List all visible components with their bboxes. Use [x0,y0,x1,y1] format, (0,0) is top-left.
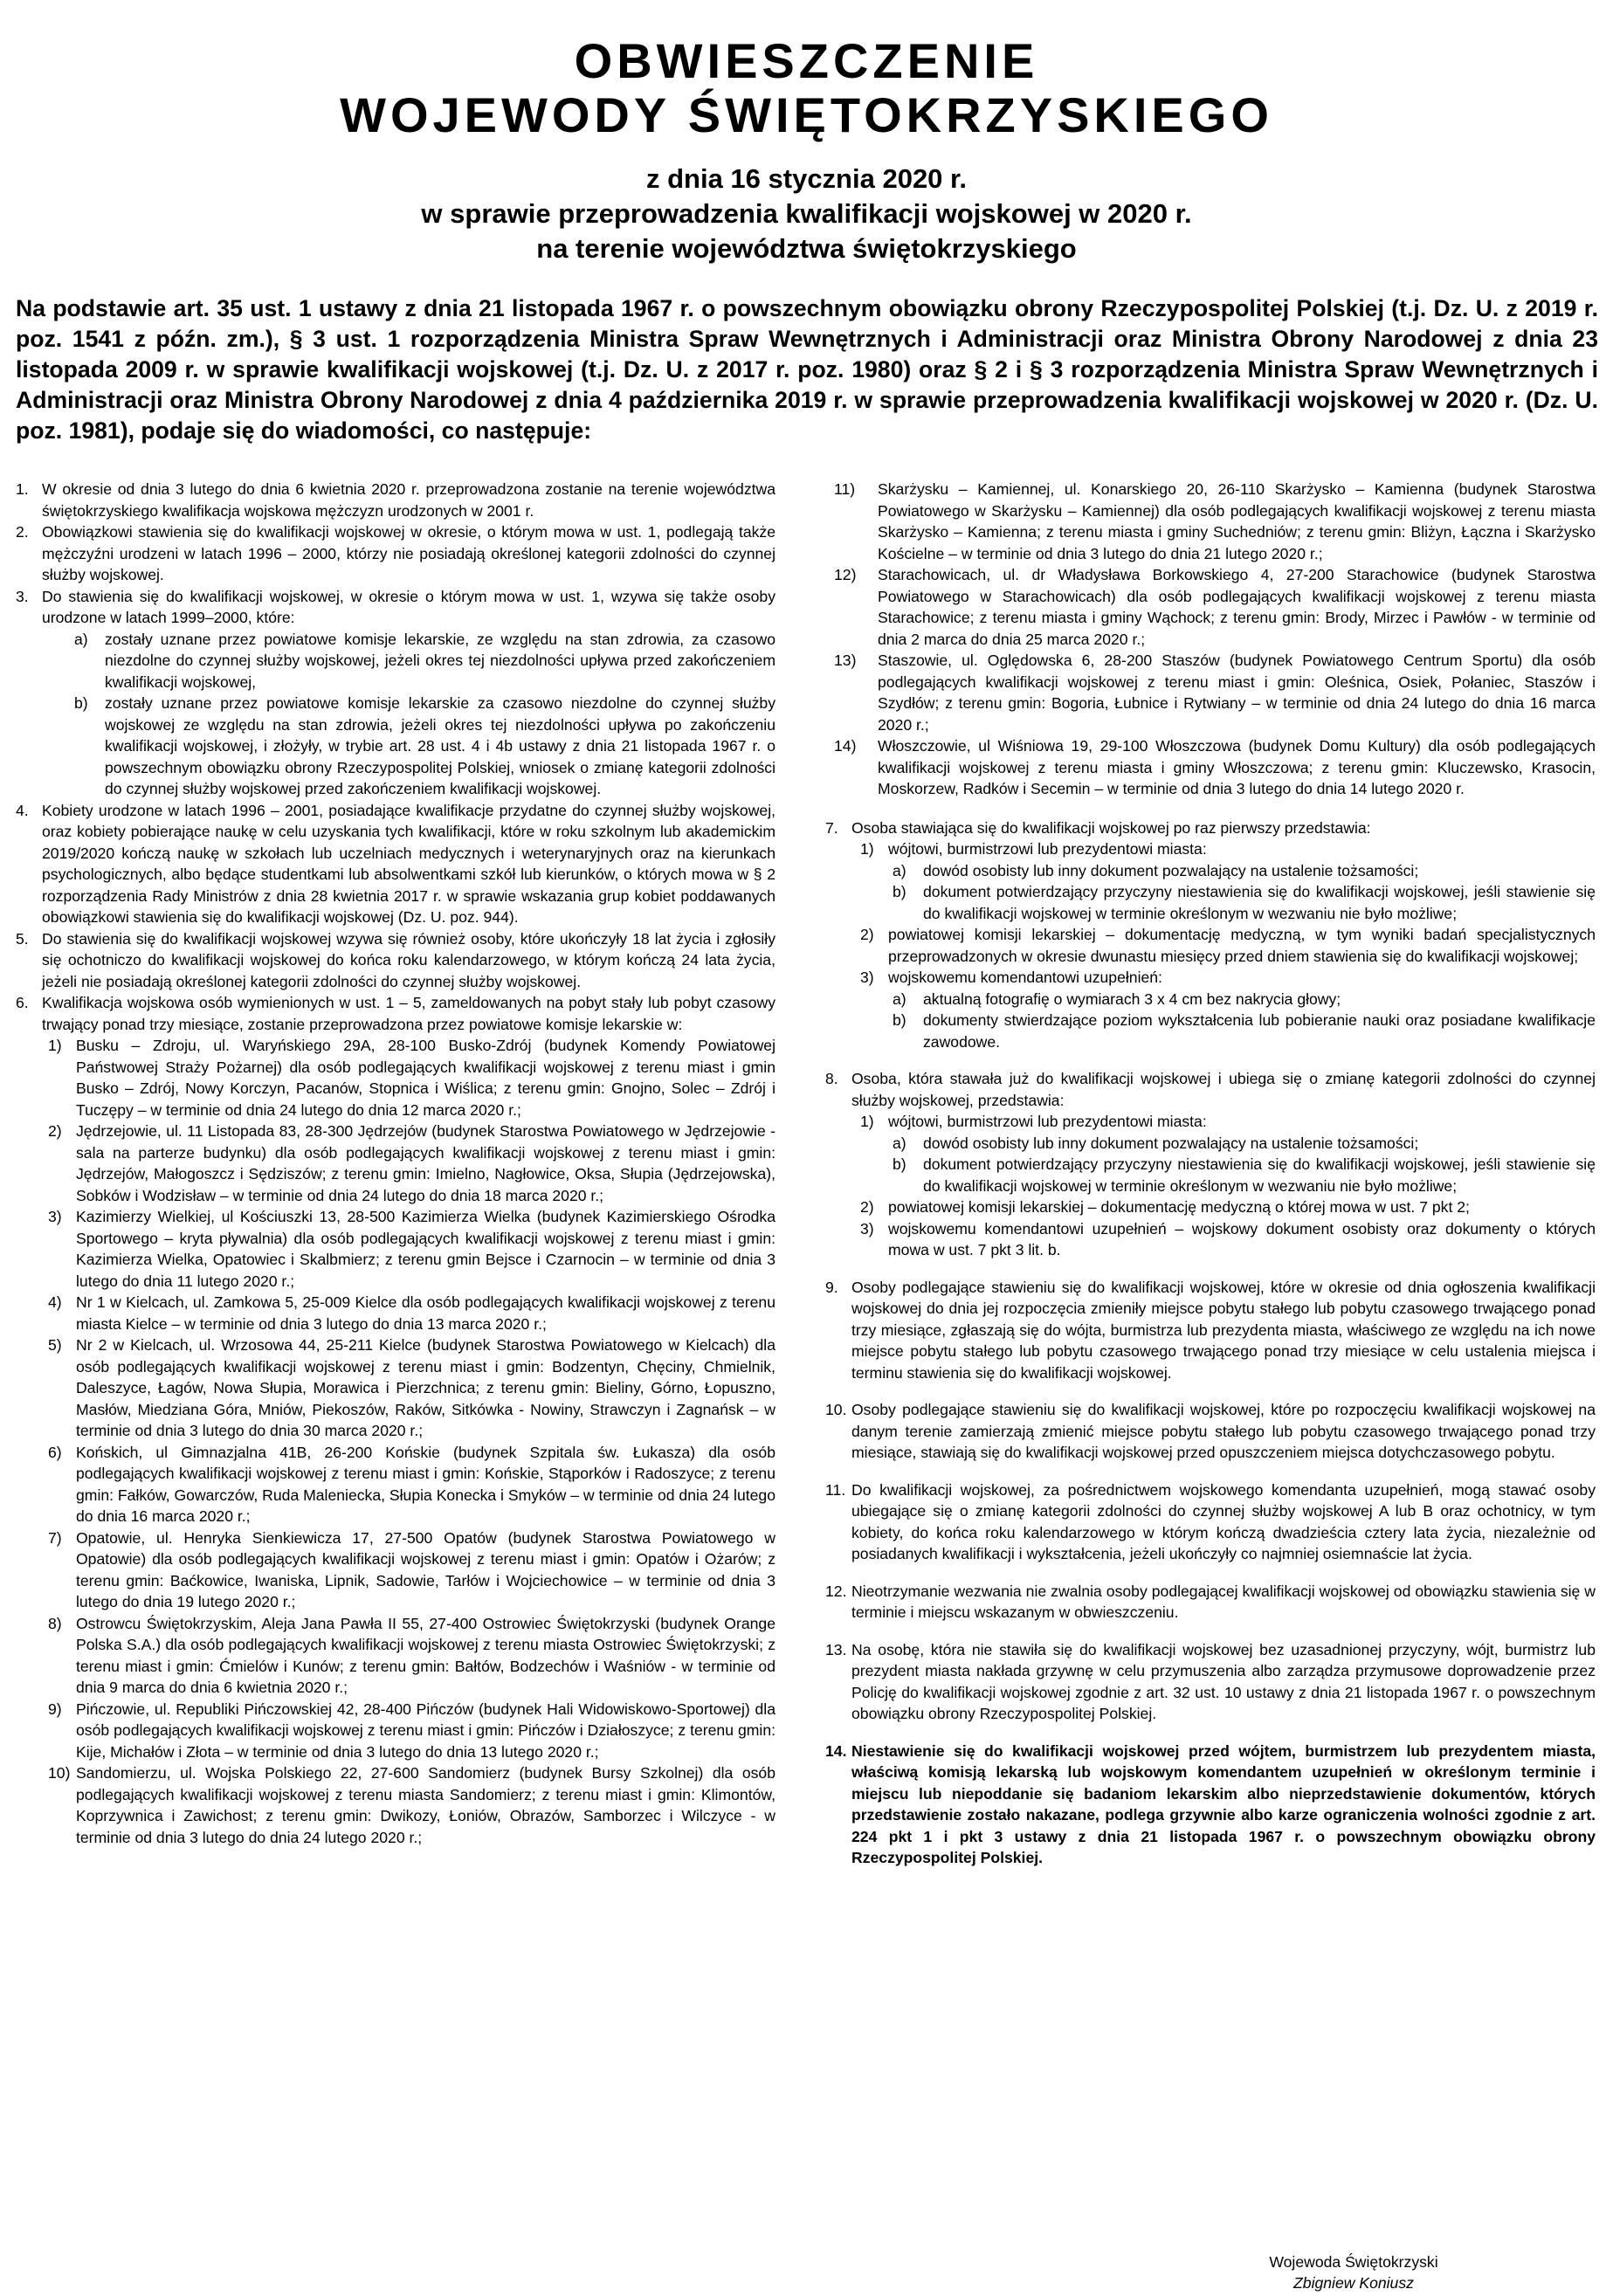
point-text: Końskich, ul Gimnazjalna 41B, 26-200 Końskie (budynek Szpitala św. Łukasza) dla osób podlegających kwalifikacji wojskowej z terenu miast i gmin: Końskie, Stąporków i Radoszyce; z terenu gmin: Fałków, Gowarczów, Ruda Maleniecka, Słupia Konecka i Smyków – w terminie od dnia 24 lutego do dnia 16 marca 2020 r.; [76,1443,775,1525]
signature-title: Wojewoda Świętokrzyski [1269,2253,1438,2271]
paragraph-text: Obowiązkowi stawienia się do kwalifikacji wojskowej w okresie, o którym mowa w ust. 1, podlegają także mężczyźni urodzeni w latach 1996 – 2000, którzy nie posiadają określonej kategorii zdolności do czynnej służby wojskowej. [42,523,775,583]
commission-8 [48,1613,775,1699]
paragraph-number: 14. [825,1741,847,1760]
point-8-1b [888,1154,1596,1196]
paragraph-number: 7. [825,818,838,837]
point-8-2 [860,1196,1596,1218]
paragraph-number: 4. [16,801,29,819]
point-letter: b) [893,1011,906,1029]
paragraph-8 [825,1068,1596,1261]
point-text: Staszowie, ul. Oględowska 6, 28-200 Staszów (budynek Powiatowego Centrum Sportu) dla osób podlegających kwalifikacji wojskowej z terenu miast i gmin: Oleśnica, Osiek, Połaniec, Staszów i Szydłów; z terenu gmin: Bogoria, Łubnice i Rytwiany – w terminie od dnia 24 lutego do dnia 16 marca 2020 r.; [878,652,1596,734]
point-number: 11) [834,480,856,498]
paragraph-1 [16,479,775,521]
point-number: 1) [48,1037,62,1054]
commission-4 [48,1292,775,1334]
title-subject-1: w sprawie przeprowadzenia kwalifikacji wojskowej w 2020 r. [421,198,1192,229]
point-7-3 [860,967,1596,989]
commission-5 [48,1334,775,1442]
point-number: 13) [834,652,857,669]
paragraph-number: 8. [825,1070,838,1087]
paragraph-number: 1. [16,480,29,498]
paragraph-5 [16,928,775,993]
commission-14 [825,735,1596,800]
paragraph-text: Do kwalifikacji wojskowej, za pośrednictwem wojskowego komendanta uzupełnień, mogą stawać osoby ubiegające się o zmianę kategorii zdolności do czynnej służby wojskowej A lub B oraz ochotnicy, w tym kobiety, do końca roku kalendarzowego w którym kończą dwadzieścia cztery lata życia, niezależnie od posiadanych kwalifikacji i wykształcenia, jeżeli ukończyły co najmniej osiemnaście lat życia. [851,1480,1596,1562]
paragraph-10 [825,1399,1596,1464]
point-text: Jędrzejowie, ul. 11 Listopada 83, 28-300 Jędrzejów (budynek Starostwa Powiatowego w Jędrzejowie - sala na parterze budynku) dla osób podlegających kwalifikacji wojskowej z terenu miast i gmin: Jędrzejów, Małogoszcz i Sędziszów; z terenu gmin: Imielno, Nagłowice, Oksa, Słupia (Jędrzejowska), Sobków i Wodzisław – w terminie od dnia 24 lutego do dnia 18 marca 2020 r.; [76,1122,775,1204]
paragraph-text: W okresie od dnia 3 lutego do dnia 6 kwietnia 2020 r. przeprowadzona zostanie na terenie województwa świętokrzyskiego kwalifikacja wojskowa mężczyzn urodzonych w 2001 r. [42,480,775,520]
commission-7 [48,1527,775,1613]
right-column [825,479,1596,1869]
paragraph-text: Kobiety urodzone w latach 1996 – 2001, posiadające kwalifikacje przydatne do czynnej służby wojskowej, oraz kobiety pobierające naukę w celu uzyskania tych kwalifikacji, które w roku szkolnym lub akademickim 2019/2020 kończą naukę w szkołach lub uczelniach medycznych i weterynaryjnych oraz na kierunkach psychologicznych, albo będące studentkami lub absolwentkami szkół lub kierunków, o których mowa w § 2 rozporządzenia Rady Ministrów z dnia 28 kwietnia 2017 r. w sprawie wskazania grup kobiet poddawanych obowiązkowi stawienia się do kwalifikacji wojskowej (Dz. U. poz. 944). [42,801,775,926]
point-number: 3) [48,1208,62,1225]
point-text: wójtowi, burmistrzowi lub prezydentowi miasta: [888,1113,1207,1130]
paragraph-9 [825,1277,1596,1384]
commission-13 [825,650,1596,735]
paragraph-text: Do stawienia się do kwalifikacji wojskowej wzywa się również osoby, które ukończyły 18 lat życia i zgłosiły się ochotniczo do kwalifikacji wojskowej do końca roku kalendarzowego, w którym kończą 24 lata życia, jeżeli nie posiadają określonej kategorii zdolności do czynnej służby wojskowej. [42,929,775,990]
paragraph-text: Niestawienie się do kwalifikacji wojskowej przed wójtem, burmistrzem lub prezydentem miasta, właściwą komisją lekarską lub wojskowym komendantem uzupełnień w określonym terminie i miejscu lub niepoddanie się badaniom lekarskim albo nieprzedstawienie dokumentów, których przedstawienie zostało nakazane, podlega grzywnie albo karze ograniczenia wolności zgodnie z art. 224 pkt 1 i pkt 3 ustawy z dnia 21 listopada 1967 r. o powszechnym obowiązku obrony Rzeczypospolitej Polskiej. [851,1741,1596,1866]
point-text: aktualną fotografię o wymiarach 3 x 4 cm bez nakrycia głowy; [923,989,1341,1008]
point-text: wojskowemu komendantowi uzupełnień – wojskowy dokument osobisty oraz dokumenty o których mowa w ust. 7 pkt 3 lit. b. [888,1219,1596,1258]
commission-1 [48,1035,775,1120]
point-7-1 [860,838,1596,860]
point-number: 12) [834,566,857,583]
paragraph-6 [16,992,775,1848]
point-text: Kazimierzy Wielkiej, ul Kościuszki 13, 28-500 Kazimierza Wielka (budynek Kazimierskiego Ośrodka Sportowego – kryta pływalnia) dla osób podlegających kwalifikacji wojskowej z terenu miast i gmin: Kazimierza Wielka, Opatowiec i Skalbmierz; z terenu gmin Bejsce i Czarnocin – w terminie od dnia 3 lutego do dnia 11 lutego 2020 r.; [76,1208,775,1290]
point-text: Nr 2 w Kielcach, ul. Wrzosowa 44, 25-211 Kielce (budynek Starostwa Powiatowego w Kielcach) dla osób podlegających kwalifikacji wojskowej z terenu miast i gmin: Bodzentyn, Chęciny, Chmielnik, Daleszyce, Łagów, Nowa Słupia, Morawica i Pierzchnica; z terenu gmin: Bieliny, Górno, Łopuszno, Masłów, Miedziana Góra, Mniów, Piekoszów, Raków, Sitkówka - Nowiny, Strawczyn i Zagnańsk – w terminie od dnia 3 lutego do dnia 30 marca 2020 r.; [76,1336,775,1439]
point-7-3a [888,989,1596,1010]
point-text: zostały uznane przez powiatowe komisje lekarskie, ze względu na stan zdrowia, za czasowo niezdolne do czynnej służby wojskowej, jeżeli okres tej niezdolności upływa przed zakończeniem kwalifikacji wojskowej, [105,630,775,691]
point-text: powiatowej komisji lekarskiej – dokumentację medyczną, w tym wyniki badań specjalistycznych przeprowadzonych w okresie dwunastu miesięcy przed dniem stawienia się do kwalifikacji wojskowej; [888,926,1596,965]
paragraph-3 [16,586,775,800]
point-text: Włoszczowie, ul Wiśniowa 19, 29-100 Włoszczowa (budynek Domu Kultury) dla osób podlegających kwalifikacji wojskowej z terenu miasta i gminy Włoszczowa; z terenu gmin: Kluczewsko, Krasocin, Moskorzew, Radków i Secemin – w terminie od dnia 3 lutego do dnia 14 lutego 2020 r. [878,737,1596,797]
point-text: Sandomierzu, ul. Wojska Polskiego 22, 27-600 Sandomierz (budynek Bursy Szkolnej) dla osób podlegających kwalifikacji wojskowej z terenu miasta Sandomierz; z terenu miast i gmin: Klimontów, Koprzywnica i Zawichost; z terenu gmin: Dwikozy, Łoniów, Obrazów, Samborzec i Wilczyce - w terminie od dnia 3 lutego do dnia 24 lutego 2020 r.; [76,1764,775,1846]
point-number: 2) [48,1122,62,1140]
paragraph-text: Osoba stawiająca się do kwalifikacji wojskowej po raz pierwszy przedstawia: [851,818,1371,837]
point-number: 3) [860,1219,874,1238]
paragraph-text: Na osobę, która nie stawiła się do kwalifikacji wojskowej bez uzasadnionej przyczyny, wójt, burmistrz lub prezydent miasta nakłada grzywnę w celu przymuszenia albo zarządza przymusowe doprowadzenie przez Policję do kwalifikacji wojskowej zgodnie z art. 32 ust. 10 ustawy z dnia 21 listopada 1967 r. o powszechnym obowiązku obrony Rzeczypospolitej Polskiej. [851,1640,1596,1722]
paragraph-number: 3. [16,587,29,605]
paragraph-4 [16,800,775,928]
point-number: 10) [48,1764,71,1782]
point-letter: a) [893,861,906,879]
paragraph-13 [825,1639,1596,1725]
signature-name: Zbigniew Koniusz [1293,2274,1414,2292]
point-letter: b) [893,1155,906,1173]
commission-2 [48,1120,775,1206]
paragraph-14 [825,1741,1596,1869]
paragraph-number: 10. [825,1401,847,1418]
paragraph-text: Do stawienia się do kwalifikacji wojskowej, w okresie o którym mowa w ust. 1, wzywa się także osoby urodzone w latach 1999–2000, które: [42,587,775,626]
commission-9 [48,1699,775,1763]
commission-6 [48,1442,775,1527]
point-number: 14) [834,737,857,755]
title-line-2: WOJEWODY ŚWIĘTOKRZYSKIEGO [340,87,1273,142]
title-date: z dnia 16 stycznia 2020 r. [645,163,968,194]
point-text: dokument potwierdzający przyczyny niestawienia się do kwalifikacji wojskowej, jeśli stawienie się do kwalifikacji wojskowej w terminie określonym w wezwaniu nie było możliwe; [923,883,1596,922]
title-subject-2: na terenie województwa świętokrzyskiego [536,233,1077,264]
point-number: 4) [48,1293,62,1311]
point-text: Pińczowie, ul. Republiki Pińczowskiej 42, 28-400 Pińczów (budynek Hali Widowiskowo-Sportowej) dla osób podlegających kwalifikacji wojskowej z terenu miast i gmin: Pińczów i Działoszyce; z terenu gmin: Kije, Michałów i Złota – w terminie od dnia 3 lutego do dnia 13 lutego 2020 r.; [76,1700,775,1761]
point-8-1 [860,1111,1596,1133]
paragraph-number: 6. [16,994,29,1011]
paragraph-text: Nieotrzymanie wezwania nie zwalnia osoby podlegającej kwalifikacji wojskowej od obowiązku stawienia się w terminie i miejscu wskazanym w obwieszczeniu. [851,1582,1596,1621]
point-text: dowód osobisty lub inny dokument pozwalający na ustalenie tożsamości; [923,861,1419,879]
paragraph-text: Osoby podlegające stawieniu się do kwalifikacji wojskowej, które po rozpoczęciu kwalifikacji wojskowej na danym terenie zamierzają zmienić miejsce pobytu stałego lub pobytu czasowego trwającego ponad trzy miesiące, stawiają się do kwalifikacji wojskowej przed opuszczeniem miejsca dotychczasowego pobytu. [851,1401,1596,1461]
paragraph-12 [825,1581,1596,1624]
commission-3 [48,1206,775,1292]
point-7-1a [888,860,1596,882]
paragraph-number: 13. [825,1640,847,1658]
point-text: Busku – Zdroju, ul. Waryńskiego 29A, 28-100 Busko-Zdrój (budynek Komendy Powiatowej Państwowej Straży Pożarnej) dla osób podlegających kwalifikacji wojskowej z terenu miast i gmin Busko – Zdrój, Nowy Korczyn, Pacanów, Stopnica i Wiślica; z terenu gmin: Gnojno, Solec – Zdrój i Tuczępy – w terminie od dnia 24 lutego do dnia 12 marca 2020 r.; [76,1037,775,1119]
point-text: wojskowemu komendantowi uzupełnień: [888,969,1162,986]
point-text: dokumenty stwierdzające poziom wykształcenia lub pobieranie nauki oraz posiadane kwalifikacje zawodowe. [923,1011,1596,1051]
signature-block [1188,2251,1520,2293]
commission-12 [825,564,1596,650]
commission-10 [48,1762,775,1848]
point-letter: b) [74,694,88,712]
point-3b [70,693,775,800]
point-7-1b [888,881,1596,924]
point-text: zostały uznane przez powiatowe komisje lekarskie za czasowo niezdolne do czynnej służby wojskowej ze względu na stan zdrowia, jeżeli okres tej niezdolności upływa po zakończeniu kwalifikacji wojskowej, i złożyły, w trybie art. 28 ust. 4 i 4b ustawy z dnia 21 listopada 1967 r. o powszechnym obowiązku obrony Rzeczypospolitej Polskiej, wniosek o zmianę kategorii zdolności do czynnej służby wojskowej przed zakończeniem kwalifikacji wojskowej. [105,694,775,797]
point-letter: b) [893,883,906,900]
left-column [16,479,775,1848]
point-text: dokument potwierdzający przyczyny niestawienia się do kwalifikacji wojskowej, jeśli stawienie się do kwalifikacji wojskowej w terminie określonym w wezwaniu nie było możliwe; [923,1155,1596,1195]
paragraph-number: 2. [16,523,29,541]
point-text: Skarżysku – Kamiennej, ul. Konarskiego 20, 26-110 Skarżysko – Kamienna (budynek Starostwa Powiatowego w Skarżysku – Kamiennej) dla osób podlegających kwalifikacji wojskowej z terenu miasta Skarżysko – Kamienna; z terenu miasta i gminy Suchedniów; z terenu gmin: Bliżyn, Łączna i Skarżysko Kościelne – w terminie od dnia 3 lutego do dnia 21 lutego 2020 r.; [878,480,1596,562]
point-letter: a) [893,989,906,1008]
point-text: dowód osobisty lub inny dokument pozwalający na ustalenie tożsamości; [923,1134,1419,1152]
point-8-3 [860,1218,1596,1261]
point-number: 6) [48,1443,62,1461]
commission-11 [825,479,1596,564]
point-number: 9) [48,1700,62,1718]
preamble: Na podstawie art. 35 ust. 1 ustawy z dnia 21 listopada 1967 r. o powszechnym obowiązku obrony Rzeczypospolitej Polskiej (t.j. Dz. U. z 2019 r. poz. 1541 z późn. zm.), § 3 ust. 1 rozporządzenia Ministra Spraw Wewnętrznych i Administracji oraz Ministra Obrony Narodowej z dnia 23 listopada 2009 r. w sprawie kwalifikacji wojskowej (t.j. Dz. U. z 2017 r. poz. 1980) oraz § 2 i § 3 rozporządzenia Ministra Spraw Wewnętrznych i Administracji oraz Ministra Obrony Narodowej z dnia 4 października 2019 r. w sprawie przeprowadzenia kwalifikacji wojskowej w 2020 r. (Dz. U. poz. 1981), podaje się do wiadomości, co następuje: [16,295,1598,444]
point-number: 7) [48,1528,62,1547]
point-number: 2) [860,1198,874,1216]
point-text: Starachowicach, ul. dr Władysława Borkowskiego 4, 27-200 Starachowice (budynek Starostwa Powiatowego w Starachowicach) dla osób podlegających kwalifikacji wojskowej z terenu miasta Starachowice; z terenu miasta i gminy Wąchock; z terenu gmin: Brody, Mirzec i Pawłów - w terminie od dnia 2 marca do dnia 25 marca 2020 r.; [878,566,1596,648]
point-number: 1) [860,840,874,858]
paragraph-number: 11. [825,1480,846,1499]
point-number: 8) [48,1614,62,1632]
point-7-2 [860,924,1596,967]
point-letter: a) [893,1134,906,1152]
paragraph-text: Osoba, która stawała już do kwalifikacji wojskowej i ubiega się o zmianę kategorii zdolności do czynnej służby wojskowej, przedstawia: [851,1070,1596,1109]
point-text: Nr 1 w Kielcach, ul. Zamkowa 5, 25-009 Kielce dla osób podlegających kwalifikacji wojskowej z terenu miasta Kielce – w terminie od dnia 3 lutego do dnia 13 marca 2020 r.; [76,1293,775,1333]
point-3a [70,629,775,693]
paragraph-7 [825,817,1596,1053]
paragraph-11 [825,1479,1596,1565]
point-text: Ostrowcu Świętokrzyskim, Aleja Jana Pawła II 55, 27-400 Ostrowiec Świętokrzyski (budynek Orange Polska S.A.) dla osób podlegających kwalifikacji wojskowej z terenu miasta Ostrowiec Świętokrzyski; z terenu miast i gmin: Ćmielów i Kunów; z terenu gmin: Bałtów, Bodzechów i Waśniów - w terminie od dnia 9 marca do dnia 6 kwietnia 2020 r.; [76,1614,775,1696]
paragraph-number: 9. [825,1278,838,1296]
point-number: 5) [48,1336,62,1354]
point-number: 3) [860,969,874,986]
paragraph-number: 5. [16,929,29,948]
paragraph-number: 12. [825,1582,847,1600]
point-letter: a) [74,630,88,648]
paragraph-2 [16,521,775,586]
point-text: Opatowie, ul. Henryka Sienkiewicza 17, 27-500 Opatów (budynek Starostwa Powiatowego w Opatowie) dla osób podlegających kwalifikacji wojskowej z terenu miast i gmin: Opatów i Ożarów; z terenu gmin: Baćkowice, Iwaniska, Lipnik, Sadowie, Tarłów i Wojciechowice – w terminie od dnia 3 lutego do dnia 19 lutego 2020 r.; [76,1528,775,1610]
point-text: wójtowi, burmistrzowi lub prezydentowi miasta: [888,840,1207,858]
paragraph-text: Kwalifikacja wojskowa osób wymienionych w ust. 1 – 5, zameldowanych na pobyt stały lub pobyt czasowy trwający ponad trzy miesiące, zostanie przeprowadzona przez powiatowe komisje lekarskie w: [42,994,775,1033]
point-7-3b [888,1010,1596,1052]
paragraph-text: Osoby podlegające stawieniu się do kwalifikacji wojskowej, które w okresie od dnia ogłoszenia kwalifikacji wojskowej do dnia jej rozpoczęcia zmieniły miejsce pobytu stałego lub pobytu czasowego trwającego ponad trzy miesiące, zgłaszają się do wójta, burmistrza lub prezydenta miasta, właściwego ze względu na ich nowe miejsce pobytu stałego lub pobytu czasowego trwającego ponad trzy miesiące w celu ustalenia miejsca i terminu stawienia się do kwalifikacji wojskowej. [851,1278,1596,1382]
point-number: 2) [860,926,874,943]
point-number: 1) [860,1113,874,1130]
point-text: powiatowej komisji lekarskiej – dokumentację medyczną o której mowa w ust. 7 pkt 2; [888,1198,1470,1216]
point-8-1a [888,1133,1596,1155]
title-line-1: OBWIESZCZENIE [574,33,1039,88]
